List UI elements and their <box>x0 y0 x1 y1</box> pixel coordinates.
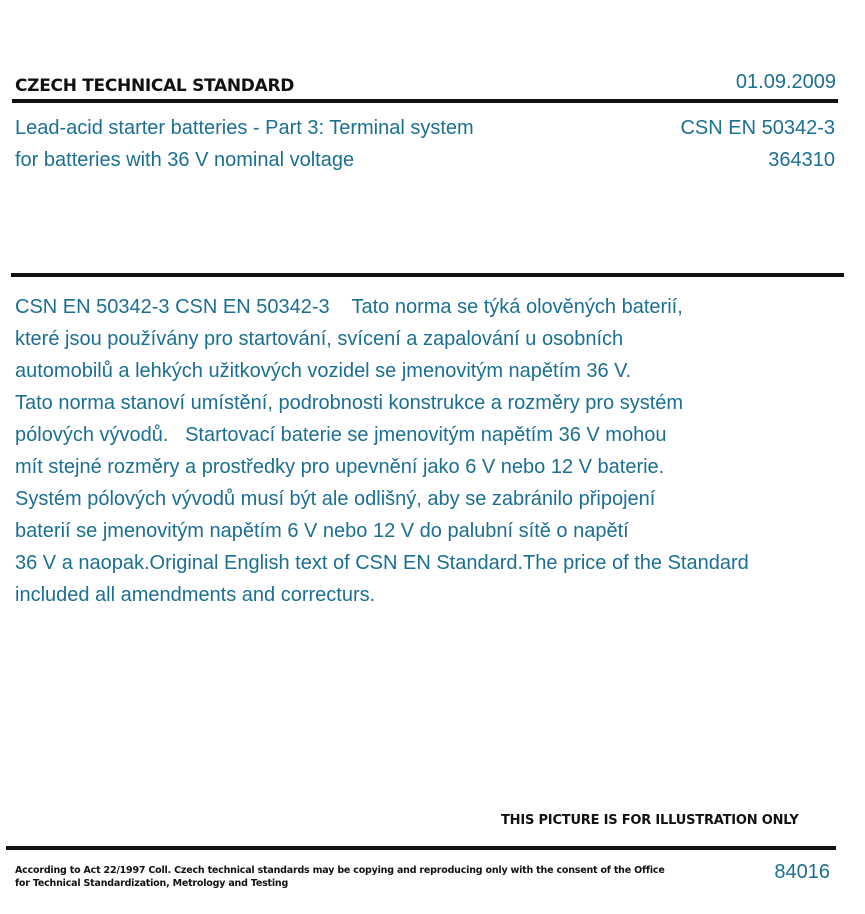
document-number: 84016 <box>774 861 830 883</box>
illustration-disclaimer: THIS PICTURE IS FOR ILLUSTRATION ONLY <box>501 813 799 828</box>
copyright-note <box>15 864 665 890</box>
abstract-line: baterií se jmenovitým napětím 6 V nebo 12 V do palubní sítě o napětí <box>15 520 629 542</box>
abstract-line: included all amendments and correcturs. <box>15 584 376 606</box>
abstract-line: mít stejné rozměry a prostředky pro upevnění jako 6 V nebo 12 V baterie. <box>15 456 665 478</box>
document-type-label: CZECH TECHNICAL STANDARD <box>15 76 295 96</box>
copyright-note-line-1: According to Act 22/1997 Coll. Czech technical standards may be copying and reproducing only with the consent of the Office <box>15 865 665 876</box>
header-divider <box>12 99 838 103</box>
copyright-note-line-2: for Technical Standardization, Metrology and Testing <box>15 878 289 889</box>
abstract-text <box>15 291 835 611</box>
title-divider <box>11 273 844 277</box>
classification-code: 364310 <box>768 149 835 171</box>
abstract-line: pólových vývodů. Startovací baterie se jmenovitým napětím 36 V mohou <box>15 424 667 446</box>
publication-date: 01.09.2009 <box>735 71 836 93</box>
abstract-line: Tato norma stanoví umístění, podrobnosti konstrukce a rozměry pro systém <box>15 392 684 414</box>
abstract-line: 36 V a naopak.Original English text of CSN EN Standard.The price of the Standard <box>15 552 749 574</box>
standard-code: CSN EN 50342-3 <box>680 117 835 139</box>
abstract-line: CSN EN 50342-3 CSN EN 50342-3 Tato norma se týká olověných baterií, <box>15 296 683 318</box>
footer-divider <box>6 846 836 850</box>
standard-title-line-2: for batteries with 36 V nominal voltage <box>15 149 355 171</box>
abstract-line: automobilů a lehkých užitkových vozidel se jmenovitým napětím 36 V. <box>15 360 632 382</box>
abstract-line: Systém pólových vývodů musí být ale odlišný, aby se zabránilo připojení <box>15 488 656 510</box>
abstract-line: které jsou používány pro startování, svícení a zapalování u osobních <box>15 328 624 350</box>
standard-title-line-1: Lead-acid starter batteries - Part 3: Terminal system <box>15 117 474 139</box>
